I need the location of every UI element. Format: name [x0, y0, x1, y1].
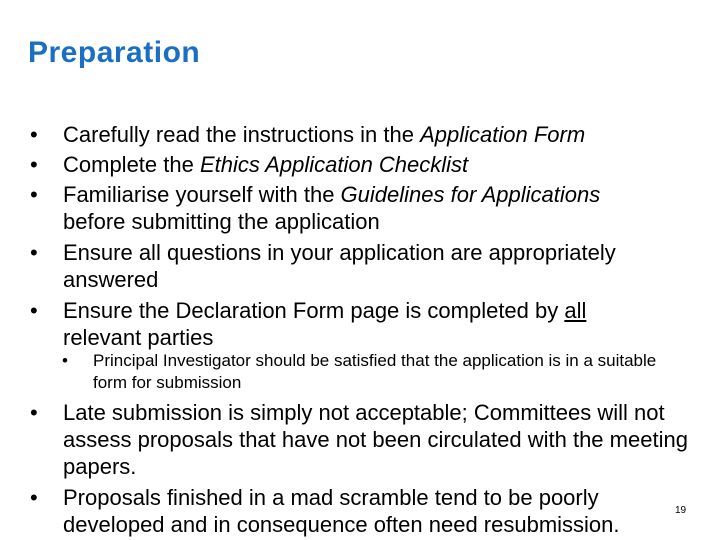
- item-text: Complete the: [63, 152, 200, 177]
- bullet-glyph: •: [30, 400, 38, 425]
- item-text: Ensure the Declaration Form page is completed by: [63, 298, 565, 323]
- bullet-glyph: •: [30, 298, 38, 323]
- bullet-item: [63, 121, 703, 148]
- item-text: before submitting the application: [63, 209, 380, 234]
- item-text: Familiarise yourself with the: [63, 182, 341, 207]
- bullet-glyph: •: [30, 182, 38, 207]
- bullet-glyph: •: [30, 240, 38, 265]
- slide-title: Preparation: [28, 36, 201, 69]
- item-text: Ensure all questions in your application are appropriately answered: [63, 240, 616, 292]
- item-emphasis: Guidelines for Applications: [340, 182, 601, 207]
- item-emphasis: Application Form: [420, 122, 586, 147]
- sub-bullet-item: Principal Investigator should be satisfied that the application is in a suitable form for submission: [93, 351, 657, 392]
- item-text: Carefully read the instructions in the: [63, 122, 421, 147]
- item-text: relevant parties: [63, 325, 214, 350]
- bullet-item: [63, 239, 673, 293]
- bullet-item: [63, 297, 653, 351]
- bullet-glyph: •: [30, 485, 38, 510]
- item-emphasis: Ethics Application Checklist: [199, 152, 469, 177]
- bullet-item: [63, 151, 703, 178]
- bullet-glyph: •: [30, 122, 38, 147]
- item-underline: all: [564, 298, 587, 323]
- bullet-item: [63, 181, 663, 235]
- sub-bullet-glyph: •: [62, 351, 68, 370]
- bullet-glyph: •: [30, 152, 38, 177]
- bullet-item: Late submission is simply not acceptable; Committees will not assess proposals that have not been circulated with the meeting papers.: [63, 400, 688, 479]
- page-number: 19: [675, 505, 687, 516]
- bullet-item: Proposals finished in a mad scramble tend to be poorly developed and in consequence often need resubmission.: [63, 485, 620, 537]
